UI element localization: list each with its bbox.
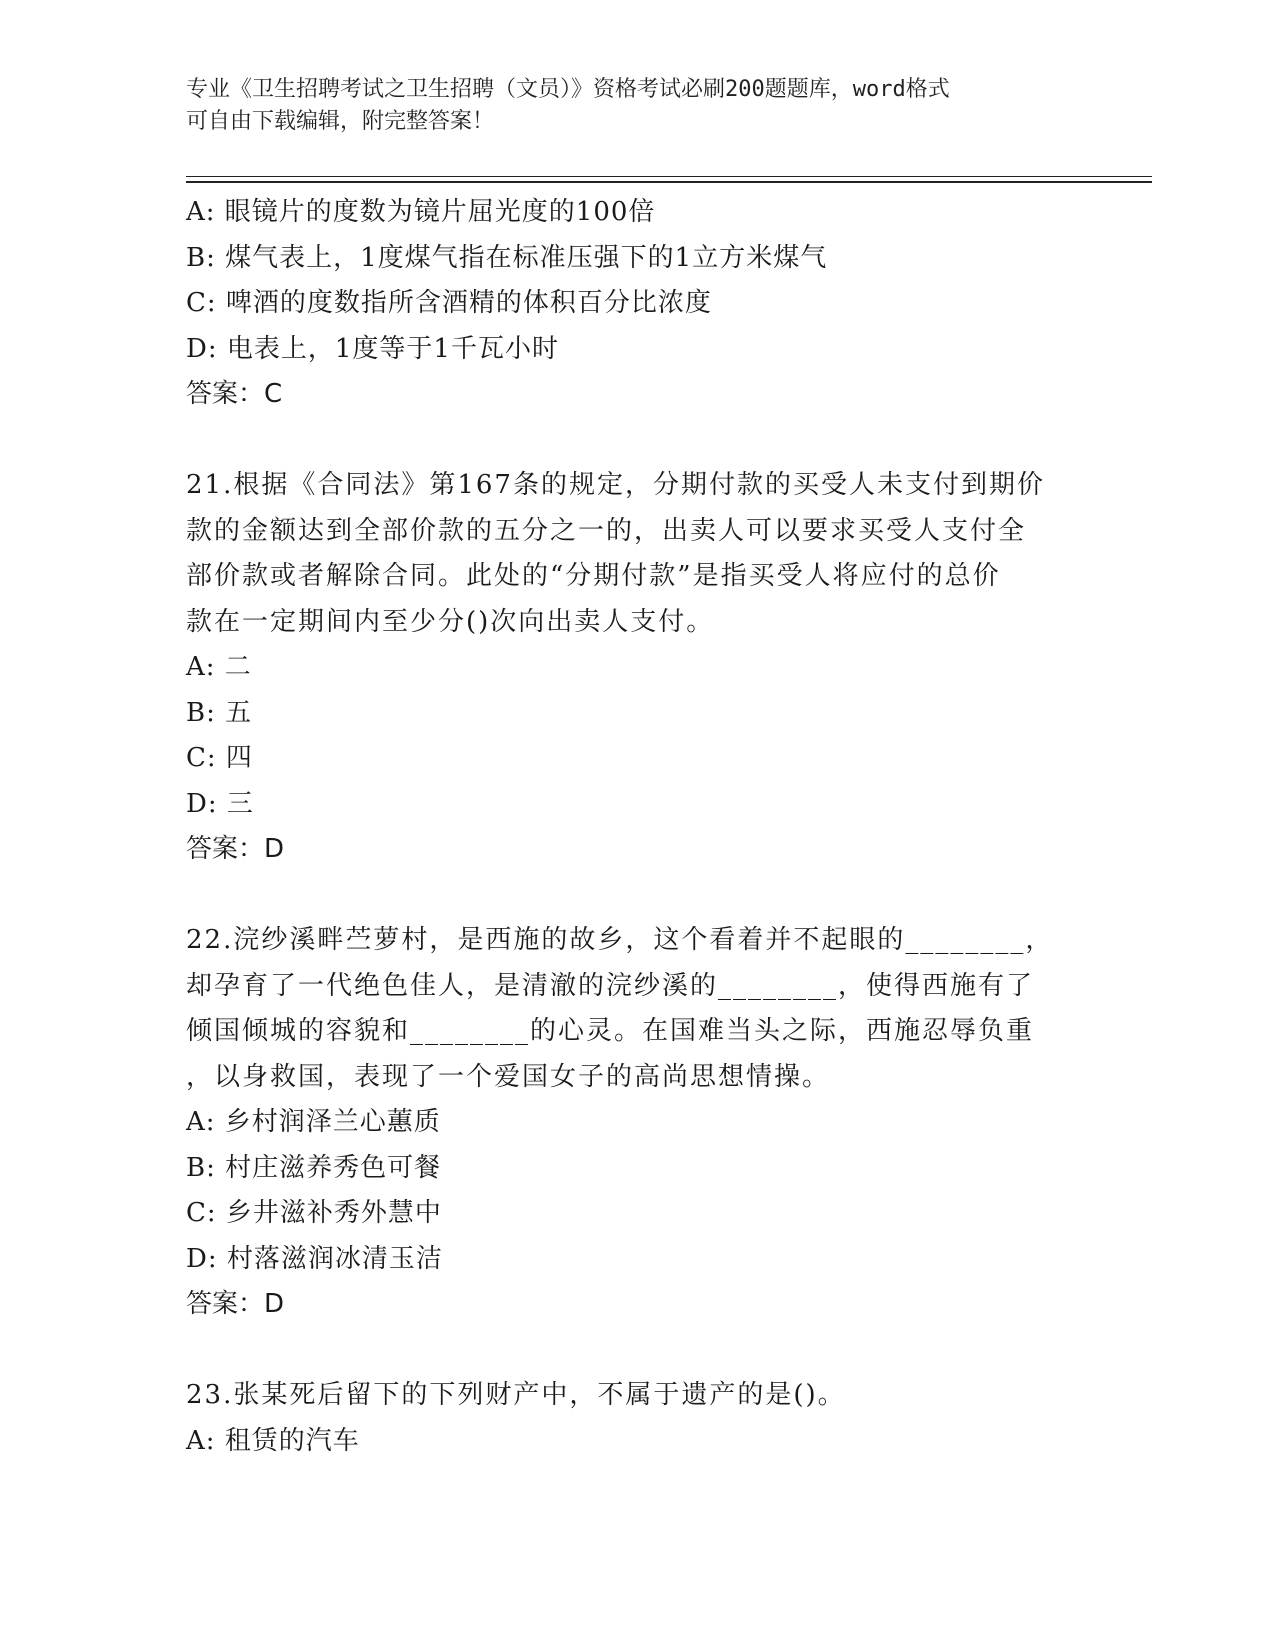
question-stem-line: 却孕育了一代绝色佳人，是清澈的浣纱溪的________，使得西施有了 — [186, 970, 1035, 1001]
question-stem-line: 21.根据《合同法》第167条的规定，分期付款的买受人未支付到期价 — [186, 470, 1045, 500]
question-stem-line: ，以身救国，表现了一个爱国女子的高尚思想情操。 — [186, 1061, 831, 1092]
question-23 — [186, 1373, 1076, 1464]
question-stem-line: 部价款或者解除合同。此处的“分期付款”是指买受人将应付的总价 — [186, 561, 1001, 591]
spacer — [186, 873, 1076, 919]
question-stem-line: 倾国倾城的容貌和________的心灵。在国难当头之际，西施忍辱负重 — [186, 1016, 1035, 1046]
option-a: A: 二 — [186, 652, 252, 682]
spacer — [186, 418, 1076, 464]
header-line-2: 可自由下载编辑，附完整答案！ — [186, 109, 495, 134]
option-d: D: 电表上，1度等于1千瓦小时 — [186, 333, 559, 364]
document-header — [186, 74, 1066, 138]
question-stem-line: 款在一定期间内至少分()次向出卖人支付。 — [186, 606, 715, 637]
header-line-1: 专业《卫生招聘考试之卫生招聘（文员）》资格考试必刷200题题库，word格式 — [186, 77, 950, 102]
question-20 — [186, 190, 1076, 418]
option-d: D: 三 — [186, 788, 254, 819]
answer-line: 答案：D — [186, 834, 285, 864]
question-stem-line: 22.浣纱溪畔苎萝村，是西施的故乡，这个看着并不起眼的________， — [186, 925, 1054, 955]
option-b: B: 煤气表上，1度煤气指在标准压强下的1立方米煤气 — [186, 242, 828, 273]
spacer — [186, 1328, 1076, 1374]
option-c: C: 啤酒的度数指所含酒精的体积百分比浓度 — [186, 288, 712, 318]
option-a: A: 眼镜片的度数为镜片屈光度的100倍 — [186, 197, 656, 227]
question-22 — [186, 918, 1076, 1328]
option-d: D: 村落滋润冰清玉洁 — [186, 1243, 443, 1274]
option-a: A: 乡村润泽兰心蕙质 — [186, 1107, 441, 1137]
question-list — [186, 190, 1076, 1464]
question-stem-line: 23.张某死后留下的下列财产中，不属于遗产的是()。 — [186, 1380, 846, 1410]
answer-line: 答案：D — [186, 1289, 285, 1319]
option-a: A: 租赁的汽车 — [186, 1425, 360, 1456]
header-divider-thin — [186, 176, 1152, 177]
option-c: C: 四 — [186, 743, 253, 773]
question-stem-line: 款的金额达到全部价款的五分之一的，出卖人可以要求买受人支付全 — [186, 515, 1027, 546]
option-c: C: 乡井滋补秀外慧中 — [186, 1198, 442, 1228]
question-21 — [186, 463, 1076, 873]
option-b: B: 村庄滋养秀色可餐 — [186, 1152, 442, 1183]
option-b: B: 五 — [186, 697, 253, 728]
answer-line: 答案：C — [186, 379, 283, 409]
header-divider-thick — [186, 181, 1152, 183]
